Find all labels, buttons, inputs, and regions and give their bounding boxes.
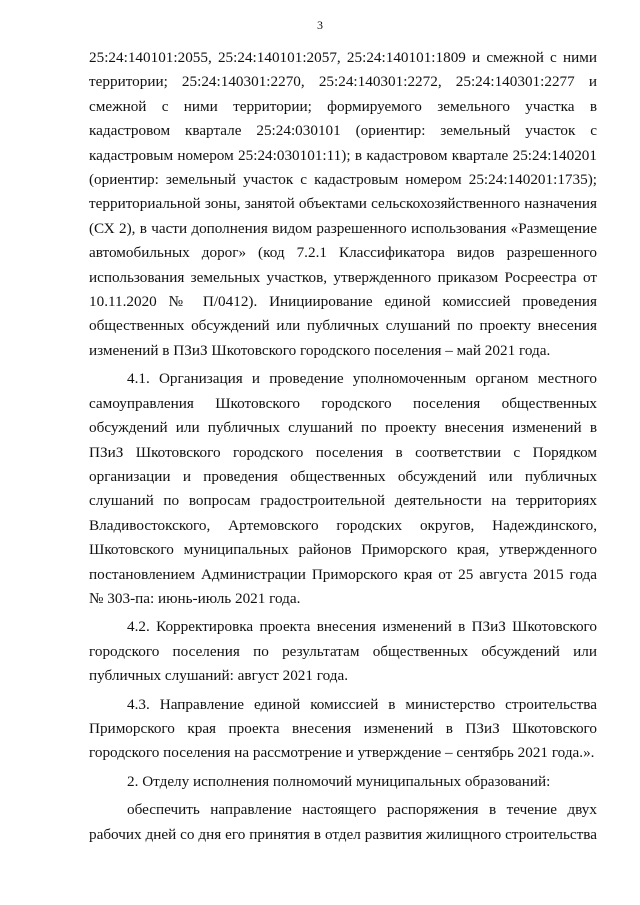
paragraph-4-3: 4.3. Направление единой комиссией в министерство строительства Приморского края проекта внесения изменений в ПЗиЗ Шкотовского городского поселения на рассмотрение и утверждение – сентябрь 2021 года.». — [89, 695, 597, 762]
paragraph-2: 2. Отделу исполнения полномочий муниципальных образований: — [127, 772, 551, 790]
paragraph-4-2: 4.2. Корректировка проекта внесения изменений в ПЗиЗ Шкотовского городского поселения по результатам общественных обсуждений или публичных слушаний: август 2021 года. — [89, 618, 597, 685]
page-number: 3 — [317, 18, 323, 32]
paragraph-continuation: 25:24:140101:2055, 25:24:140101:2057, 25:24:140101:1809 и смежной с ними территории; 25:24:140301:2270, 25:24:140301:2272, 25:24:140301:2277 и смежной с ними территории; формируемого земельного участка в кадастровом квартале 25:24:030101 (ориентир: земельный участок с кадастровым номером 25:24:030101:11); в кадастровом квартале 25:24:140201 (ориентир: земельный участок с кадастровым номером 25:24:140201:1735); территориальной зоны, занятой объектами сельскохозяйственного назначения (СХ 2), в части дополнения видом разрешенного использования «Размещение автомобильных дорог» (код 7.2.1 Классификатора видов разрешенного использования земельных участков, утвержденного приказом Росреестра от 10.11.2020 № П/0412). Инициирование единой комиссией проведения общественных обсуждений или публичных слушаний по проекту внесения изменений в ПЗиЗ Шкотовского городского поселения – май 2021 года. — [89, 49, 597, 359]
paragraph-4-1: 4.1. Организация и проведение уполномоченным органом местного самоуправления Шкотовского городского поселения общественных обсуждений или публичных слушаний по проекту внесения изменений в ПЗиЗ Шкотовского городского поселения в соответствии с Порядком организации и проведения общественных обсуждений или публичных слушаний по вопросам градостроительной деятельности на территориях Владивостокского, Артемовского городских округов, Надеждинского, Шкотовского муниципальных районов Приморского края, утвержденного постановлением Администрации Приморского края от 25 августа 2015 года № 303-па: июнь-июль 2021 года. — [89, 370, 597, 607]
document-body — [89, 46, 597, 851]
paragraph-2-instruction: обеспечить направление настоящего распоряжения в течение двух рабочих дней со дня его принятия в отдел развития жилищного строительства — [89, 801, 597, 843]
